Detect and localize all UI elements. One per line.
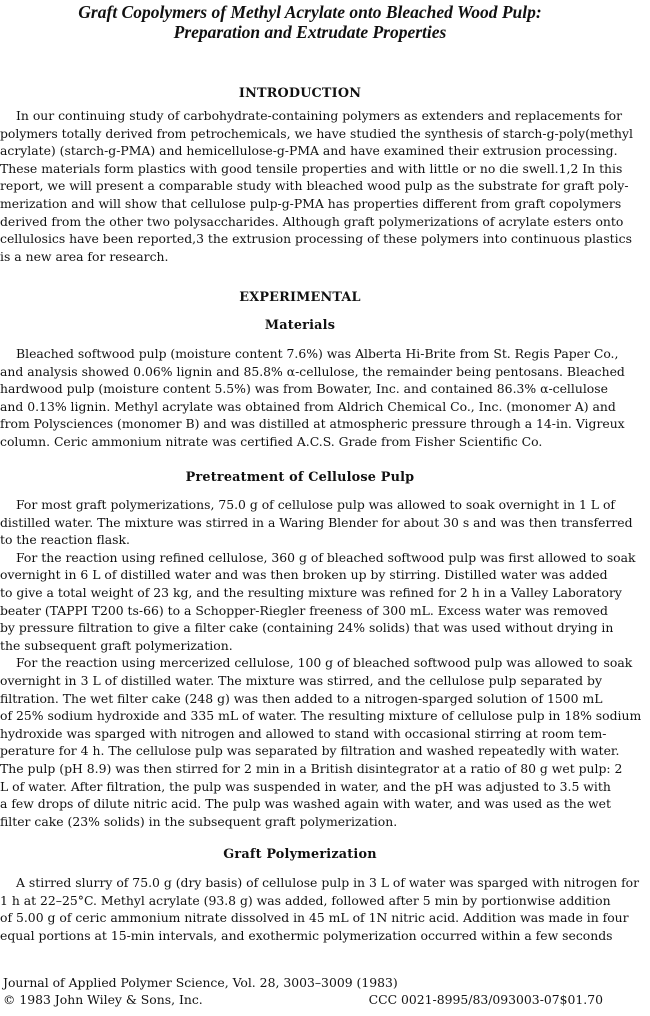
text-line: by pressure filtration to give a filter cake (containing 24% solids) that was used without drying in — [0, 620, 614, 636]
text-line: For most graft polymerizations, 75.0 g of cellulose pulp was allowed to soak overnight in 1 L of — [16, 497, 615, 512]
text-line: merization and will show that cellulose pulp-g-PMA has properties different from graft copolymers — [0, 195, 622, 211]
text-line: and 0.13% lignin. Methyl acrylate was obtained from Aldrich Chemical Co., Inc. (monomer A) and — [0, 398, 616, 414]
introduction-heading: INTRODUCTION — [238, 86, 362, 101]
text-line: These materials form plastics with good tensile properties and with little or no die swell.1,2 In this — [0, 160, 623, 176]
pretreatment-heading: Pretreatment of Cellulose Pulp — [185, 470, 415, 485]
text-line: of 5.00 g of ceric ammonium nitrate dissolved in 45 mL of 1N nitric acid. Addition was made in four — [0, 910, 629, 926]
text-line: hardwood pulp (moisture content 5.5%) was from Bowater, Inc. and contained 86.3% α-cellulose — [0, 381, 608, 397]
text-line: a few drops of dilute nitric acid. The pulp was washed again with water, and was used as the wet — [0, 796, 611, 812]
text-line: filtration. The wet filter cake (248 g) was then added to a nitrogen-sparged solution of 1500 mL — [0, 690, 603, 706]
text-line: the subsequent graft polymerization. — [0, 637, 233, 653]
journal-citation: Journal of Applied Polymer Science, Vol. 28, 3003–3009 (1983) — [3, 975, 398, 990]
text-line: derived from the other two polysaccharides. Although graft polymerizations of acrylate esters onto — [0, 213, 624, 229]
text-line: The pulp (pH 8.9) was then stirred for 2 min in a British disintegrator at a ratio of 80 g wet pulp: 2 — [0, 760, 623, 776]
text-line: perature for 4 h. The cellulose pulp was separated by filtration and washed repeatedly with water. — [0, 743, 620, 759]
text-line: overnight in 3 L of distilled water. The mixture was stirred, and the cellulose pulp separated by — [0, 672, 602, 688]
experimental-heading: EXPERIMENTAL — [239, 290, 361, 305]
text-line: and analysis showed 0.06% lignin and 85.8% α-cellulose, the remainder being pentosans. Bleached — [0, 363, 625, 379]
materials-heading: Materials — [264, 318, 336, 333]
text-line: hydroxide was sparged with nitrogen and allowed to stand with occasional stirring at room tem- — [0, 725, 607, 741]
article-title — [10, 2, 610, 42]
copyright-notice: © 1983 John Wiley & Sons, Inc. — [3, 992, 203, 1007]
text-line: column. Ceric ammonium nitrate was certified A.C.S. Grade from Fisher Scientific Co. — [0, 433, 543, 449]
title-line: Preparation and Extrudate Properties — [173, 22, 447, 42]
text-line: cellulosics have been reported,3 the extrusion processing of these polymers into continuous plastics — [0, 231, 632, 247]
graft-polymerization-paragraph — [0, 874, 640, 944]
materials-paragraph — [0, 345, 625, 451]
title-line: Graft Copolymers of Methyl Acrylate onto Bleached Wood Pulp: — [78, 2, 542, 22]
introduction-paragraph — [0, 107, 633, 265]
text-line: L of water. After filtration, the pulp was suspended in water, and the pH was adjusted to 3.5 with — [0, 778, 611, 794]
text-line: For the reaction using mercerized cellulose, 100 g of bleached softwood pulp was allowed to soak — [16, 655, 633, 671]
text-line: overnight in 6 L of distilled water and was then broken up by stirring. Distilled water was added — [0, 567, 608, 583]
graft-polymerization-heading: Graft Polymerization — [223, 847, 377, 862]
text-line: from Polysciences (monomer B) and was distilled at atmospheric pressure through a 14-in. Vigreux — [0, 416, 625, 432]
text-line: For the reaction using refined cellulose, 360 g of bleached softwood pulp was first allowed to soak — [16, 549, 636, 565]
text-line: to give a total weight of 23 kg, and the resulting mixture was refined for 2 h in a Valley Laboratory — [0, 584, 622, 600]
text-line: distilled water. The mixture was stirred in a Waring Blender for about 30 s and was then transferred — [0, 514, 633, 530]
text-line: equal portions at 15-min intervals, and exothermic polymerization occurred within a few seconds — [0, 927, 613, 943]
text-line: to the reaction flask. — [0, 532, 130, 548]
journal-footer — [3, 974, 603, 1008]
text-line: report, we will present a comparable study with bleached wood pulp as the substrate for graft poly- — [0, 178, 629, 194]
text-line: acrylate) (starch-g-PMA) and hemicellulose-g-PMA and have examined their extrusion processing. — [0, 143, 618, 159]
text-line: A stirred slurry of 75.0 g (dry basis) of cellulose pulp in 3 L of water was sparged with nitrogen for — [16, 875, 640, 890]
text-line: is a new area for research. — [0, 248, 169, 264]
ccc-code: CCC 0021-8995/83/093003-07$01.70 — [368, 992, 603, 1007]
text-line: filter cake (23% solids) in the subsequent graft polymerization. — [0, 813, 398, 829]
text-line: 1 h at 22–25°C. Methyl acrylate (93.8 g) was added, followed after 5 min by portionwise addition — [0, 892, 611, 908]
pretreatment-paragraph-1 — [0, 496, 642, 830]
text-line: of 25% sodium hydroxide and 335 mL of water. The resulting mixture of cellulose pulp in 18% sodium — [0, 708, 642, 724]
text-line: polymers totally derived from petrochemicals, we have studied the synthesis of starch-g-poly(methyl — [0, 125, 633, 141]
text-line: In our continuing study of carbohydrate-containing polymers as extenders and replacements for — [16, 108, 623, 123]
text-line: beater (TAPPI T200 ts-66) to a Schopper-Riegler freeness of 300 mL. Excess water was removed — [0, 602, 608, 618]
text-line: Bleached softwood pulp (moisture content 7.6%) was Alberta Hi-Brite from St. Regis Paper Co., — [16, 346, 619, 361]
